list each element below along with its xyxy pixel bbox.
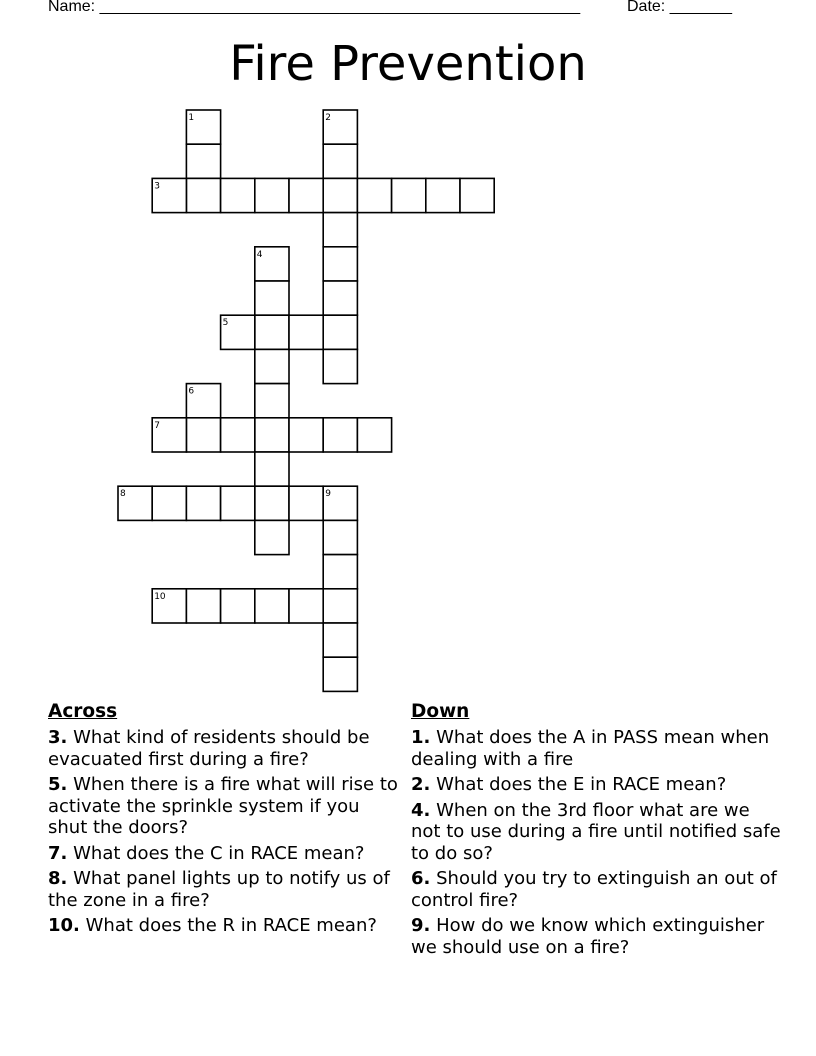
across-clues [48, 701, 400, 941]
grid-cell[interactable] [323, 213, 357, 247]
grid-cell[interactable] [255, 589, 289, 623]
grid-cell[interactable] [323, 144, 357, 178]
clue-number: 9 [325, 489, 331, 500]
clue-number: 8 [120, 489, 126, 500]
grid-cell[interactable] [323, 178, 357, 212]
grid-cell[interactable] [426, 178, 460, 212]
down-clue-6: 6. Should you try to extinguish an out of control fire? [411, 868, 777, 911]
grid-cell[interactable] [323, 247, 357, 281]
clue-number: 6 [188, 386, 195, 397]
grid-cell[interactable] [255, 452, 289, 486]
down-clues [411, 701, 781, 962]
down-heading: Down [411, 701, 470, 722]
clue-number: 4 [256, 249, 263, 260]
grid-cell[interactable] [323, 315, 357, 349]
across-heading: Across [48, 701, 118, 722]
across-clue-5: 5. When there is a fire what will rise to activate the sprinkle system if you shut the doors? [48, 774, 398, 838]
grid-cell[interactable] [221, 418, 255, 452]
grid-cell[interactable] [323, 657, 357, 691]
across-clue-3: 3. What kind of residents should be evacuated first during a fire? [48, 727, 370, 770]
grid-cell[interactable] [186, 178, 220, 212]
grid-cell[interactable] [255, 281, 289, 315]
clue-number: 5 [222, 318, 229, 329]
grid-cell[interactable] [186, 589, 220, 623]
grid-cell[interactable] [323, 623, 357, 657]
grid-cell[interactable] [323, 555, 357, 589]
grid-cell[interactable] [460, 178, 494, 212]
grid-cell[interactable] [357, 178, 391, 212]
grid-cell[interactable] [289, 178, 323, 212]
across-clue-10: 10. What does the R in RACE mean? [48, 915, 377, 936]
grid-cell[interactable] [186, 418, 220, 452]
across-clue-8: 8. What panel lights up to notify us of the zone in a fire? [48, 868, 390, 911]
grid-cell[interactable] [255, 418, 289, 452]
grid-cell[interactable] [323, 589, 357, 623]
grid-cell[interactable] [152, 486, 186, 520]
grid-cell[interactable] [221, 486, 255, 520]
grid-cell[interactable] [392, 178, 426, 212]
down-clue-2: 2. What does the E in RACE mean? [411, 774, 727, 795]
clue-number: 2 [325, 113, 331, 123]
name-line: Name: ______________________________________________________ [48, 0, 581, 15]
clue-number: 10 [154, 591, 166, 602]
grid-cell[interactable] [255, 384, 289, 418]
clue-number: 1 [188, 113, 195, 123]
grid-cell[interactable] [323, 349, 357, 383]
grid-cell[interactable] [289, 589, 323, 623]
grid-cell[interactable] [323, 281, 357, 315]
grid-cell[interactable] [255, 178, 289, 212]
grid-cell[interactable] [357, 418, 391, 452]
grid-cell[interactable] [221, 589, 255, 623]
grid-cell[interactable] [255, 486, 289, 520]
across-clue-7: 7. What does the C in RACE mean? [48, 842, 365, 864]
date-line: Date: _______ [627, 0, 732, 15]
grid-cell[interactable] [255, 349, 289, 383]
down-clue-9: 9. How do we know which extinguisher we should use on a fire? [411, 915, 765, 958]
clue-number: 3 [154, 181, 160, 192]
grid-cell[interactable] [323, 418, 357, 452]
grid-cell[interactable] [186, 486, 220, 520]
grid-cell[interactable] [186, 144, 220, 178]
clue-number: 7 [154, 420, 160, 431]
grid-cell[interactable] [289, 418, 323, 452]
grid-cell[interactable] [289, 486, 323, 520]
down-clue-4: 4. When on the 3rd floor what are we not to use during a fire until notified safe to do so? [411, 799, 781, 864]
page-title: Fire Prevention [229, 36, 587, 92]
grid-cell[interactable] [289, 315, 323, 349]
down-clue-1: 1. What does the A in PASS mean when dealing with a fire [411, 727, 770, 770]
grid-cell[interactable] [255, 520, 289, 554]
grid-cell[interactable] [323, 520, 357, 554]
grid-cell[interactable] [255, 315, 289, 349]
grid-cell[interactable] [221, 178, 255, 212]
